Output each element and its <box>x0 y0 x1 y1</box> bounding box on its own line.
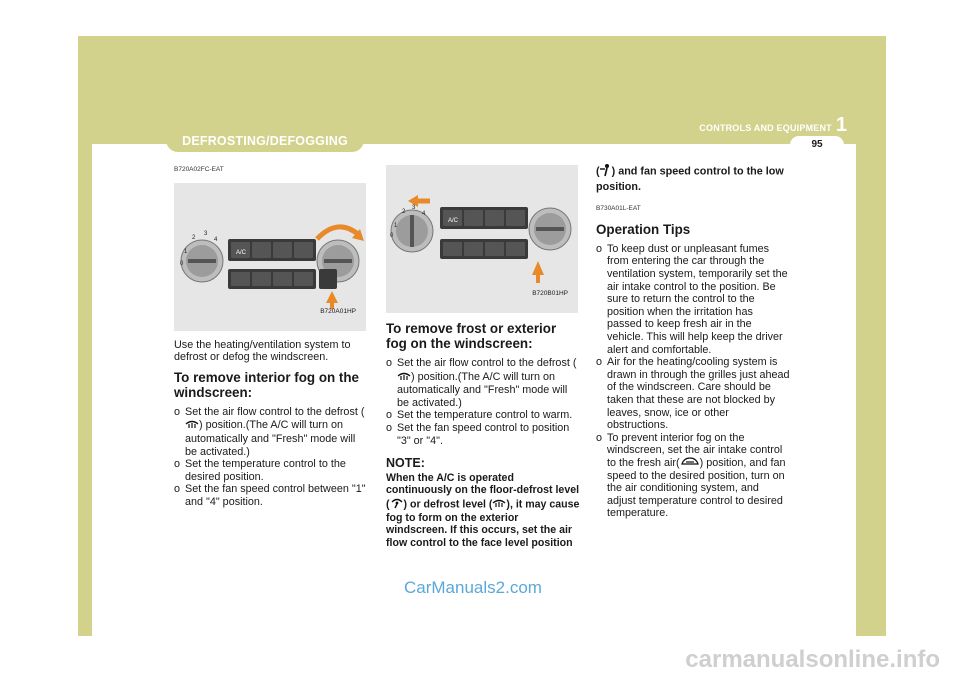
dial-label-2: 2 <box>402 209 406 215</box>
control-panel-photo-1 <box>174 183 366 331</box>
face-level-icon <box>600 163 612 181</box>
heading-operation-tips: Operation Tips <box>596 221 691 237</box>
list-item: o Set the fan speed control to position "3" or "4". <box>386 421 570 447</box>
column-2 <box>386 160 580 549</box>
chapter-title: CONTROLS AND EQUIPMENT <box>699 123 832 133</box>
list-item: o To prevent interior fog on the windscreen, set the air intake control to the fresh air( ) position, and fan speed to the desired position, turn on the air conditioning system, and adjust temperature control to desired temperature. <box>596 431 786 520</box>
heading-exterior-fog: To remove frost or exterior fog on the windscreen: <box>386 321 557 351</box>
steps-list <box>386 357 580 447</box>
list-item: o Air for the heating/cooling system is drawn in through the grilles just ahead of the windscreen. Care should be taken that these are not blocked by leaves, snow, ice or other obstructions. <box>596 356 790 432</box>
list-item: o Set the temperature control to warm. <box>386 409 573 422</box>
defrost-icon <box>492 497 506 511</box>
image-code: B720B01HP <box>532 290 568 298</box>
section-title: DEFROSTING/DEFOGGING <box>166 130 364 152</box>
dial-label-2: 2 <box>192 234 196 241</box>
floor-defrost-icon <box>390 497 404 512</box>
section-code: B730A01L-EAT <box>596 205 641 213</box>
footer-watermark: carmanualsonline.info <box>685 646 940 673</box>
chapter-header <box>699 116 847 134</box>
steps-list <box>174 406 368 509</box>
dial-label-1: 1 <box>184 248 188 255</box>
fresh-air-icon <box>680 457 700 470</box>
page-number: 95 <box>790 136 844 154</box>
column-3 <box>596 163 790 528</box>
ac-label: A/C <box>236 249 247 256</box>
ac-label: A/C <box>448 218 459 224</box>
dial-label-4: 4 <box>422 211 426 217</box>
list-item: o Set the air flow control to the defrost () position.(The A/C will turn on automatically and "Fresh" mode will be activated.) <box>174 405 365 458</box>
intro-text: Use the heating/ventilation system to defrost or defog the windscreen. <box>174 338 351 364</box>
column-1 <box>174 160 368 517</box>
note-heading: NOTE: <box>386 456 425 471</box>
list-item: o Set the fan speed control between "1" and "4" position. <box>174 483 366 508</box>
watermark: CarManuals2.com <box>404 578 542 597</box>
list-item: o Set the temperature control to the desired position. <box>174 458 346 483</box>
dial-label-3: 3 <box>412 205 416 211</box>
image-code: B720A01HP <box>320 308 356 315</box>
dial-label-1: 1 <box>394 223 398 229</box>
dial-label-0: 0 <box>390 233 394 239</box>
dial-label-4: 4 <box>214 236 218 243</box>
tips-list <box>596 243 790 520</box>
dial-label-3: 3 <box>204 230 208 237</box>
section-code: B720A02FC-EAT <box>174 166 224 173</box>
heading-interior-fog: To remove interior fog on the windscreen: <box>174 369 359 400</box>
defrost-icon <box>185 418 199 433</box>
dial-label-0: 0 <box>180 260 184 267</box>
continued-text: ( ) and fan speed control to the low position. <box>596 163 790 193</box>
note-text: When the A/C is operated continuously on the floor-defrost level ( ) or defrost level ( ), it may cause fog to form on the exterior windscreen. If this occurs, set the air flow control to the face level position <box>386 471 580 549</box>
defrost-icon <box>397 370 411 385</box>
control-panel-photo-2 <box>386 165 578 313</box>
list-item: o Set the air flow control to the defrost () position.(The A/C will turn on automatically and "Fresh" mode will be activated.) <box>386 357 577 409</box>
list-item: o To keep dust or unpleasant fumes from entering the car through the ventilation system, temporarily set the air intake control to the position. Be sure to return the control to the position when the irritation has passed to keep fresh air in the vehicle. This will help keep the driver alert and comfortable. <box>596 242 788 356</box>
chapter-number: 1 <box>835 114 847 136</box>
